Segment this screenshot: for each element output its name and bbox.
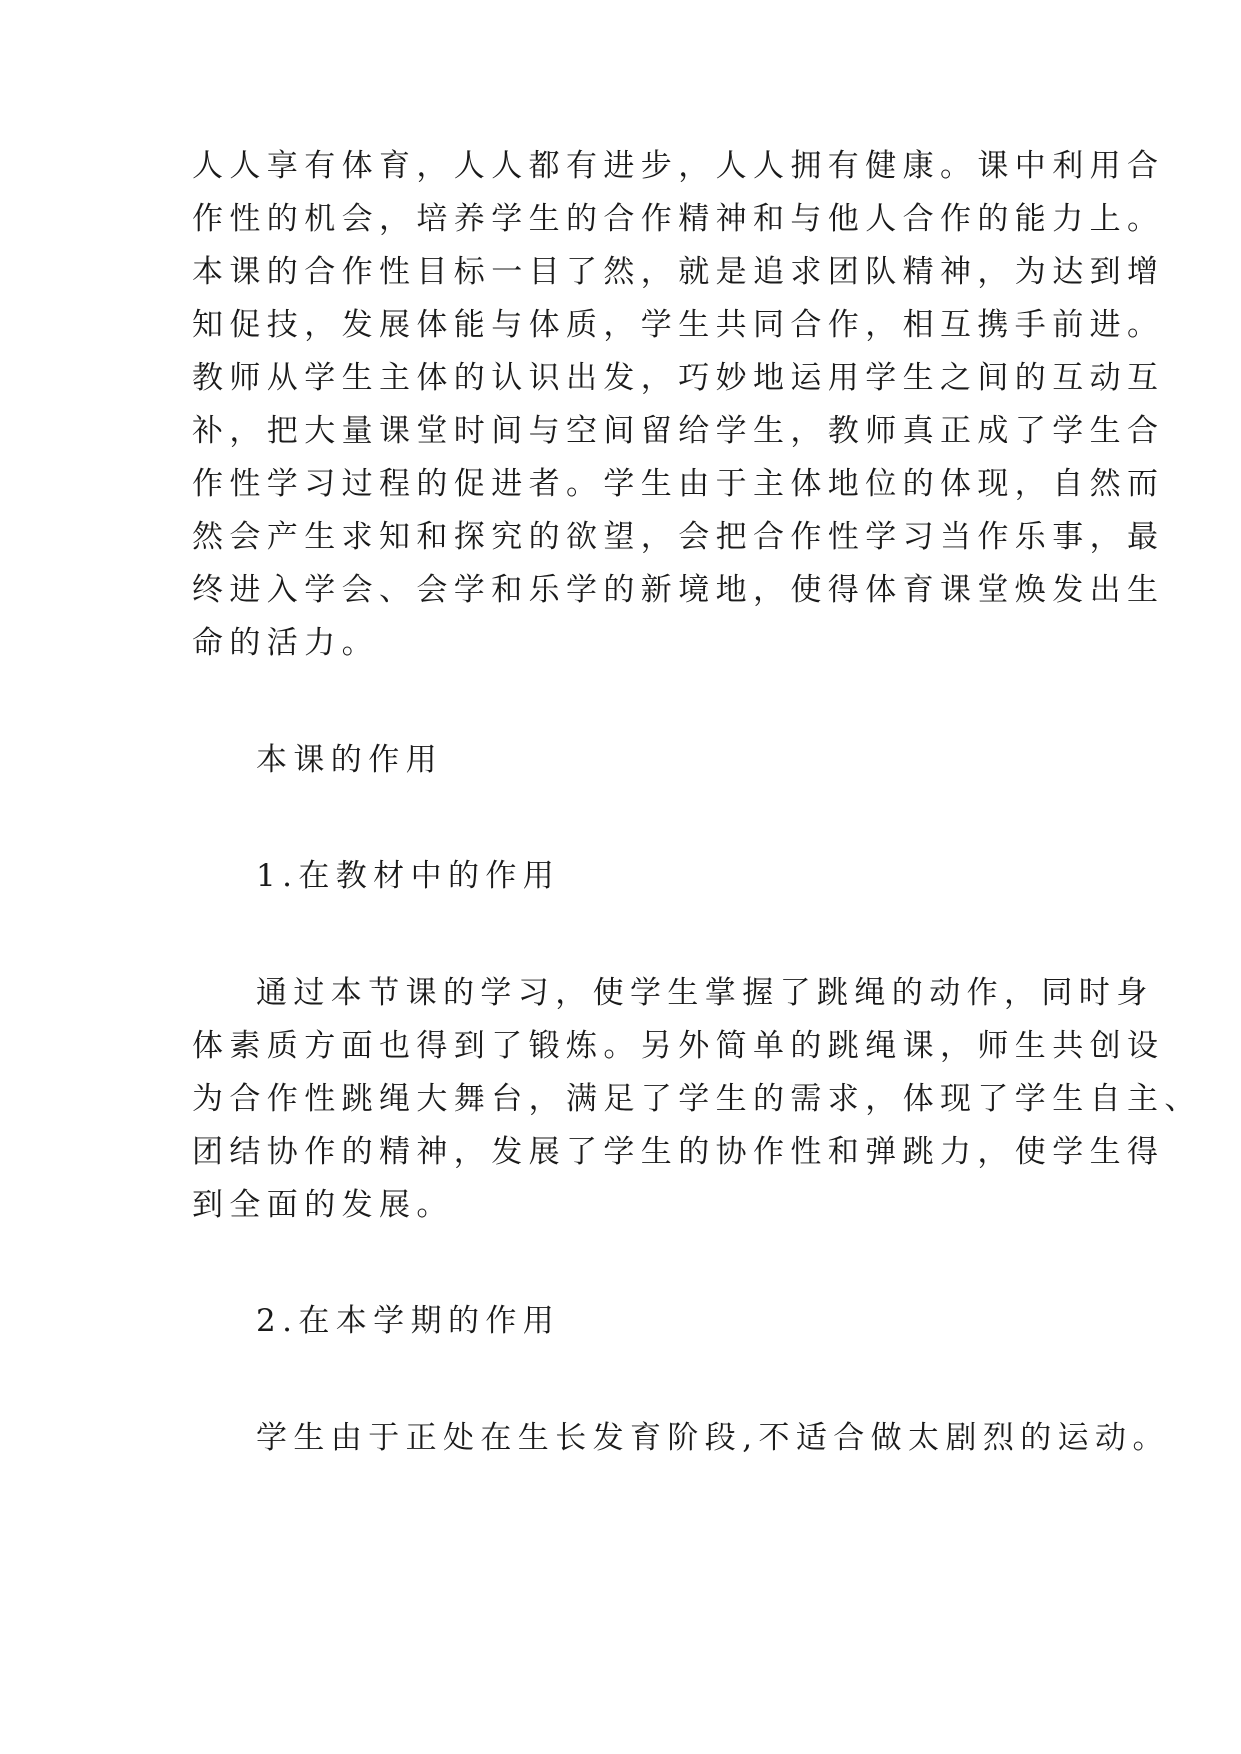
paragraph-1-line-7: 作性学习过程的促进者。学生由于主体地位的体现，自然而 [192, 466, 1165, 502]
paragraph-1-line-2: 作性的机会，培养学生的合作精神和与他人合作的能力上。 [192, 201, 1165, 237]
heading-semester: 2.在本学期的作用 [256, 1303, 561, 1339]
paragraph-2-line-3: 为合作性跳绳大舞台，满足了学生的需求，体现了学生自主、 [192, 1081, 1202, 1117]
paragraph-1-line-8: 然会产生求知和探究的欲望，会把合作性学习当作乐事，最 [192, 519, 1165, 555]
paragraph-3-line-1: 学生由于正处在生长发育阶段,不适合做太剧烈的运动。 [256, 1420, 1170, 1456]
paragraph-1-line-1: 人人享有体育，人人都有进步，人人拥有健康。课中利用合 [192, 148, 1165, 184]
paragraph-2-line-1: 通过本节课的学习，使学生掌握了跳绳的动作，同时身 [256, 975, 1154, 1011]
paragraph-1-line-3: 本课的合作性目标一目了然，就是追求团队精神，为达到增 [192, 254, 1165, 290]
heading-role: 本课的作用 [256, 742, 443, 778]
heading-textbook: 1.在教材中的作用 [256, 858, 561, 894]
paragraph-1-line-5: 教师从学生主体的认识出发，巧妙地运用学生之间的互动互 [192, 360, 1165, 396]
paragraph-2-line-5: 到全面的发展。 [192, 1187, 454, 1223]
paragraph-2-line-2: 体素质方面也得到了锻炼。另外简单的跳绳课，师生共创设 [192, 1028, 1165, 1064]
paragraph-1-line-6: 补，把大量课堂时间与空间留给学生，教师真正成了学生合 [192, 413, 1165, 449]
paragraph-1-line-4: 知促技，发展体能与体质，学生共同合作，相互携手前进。 [192, 307, 1165, 343]
paragraph-1-line-10: 命的活力。 [192, 625, 379, 661]
paragraph-2-line-4: 团结协作的精神，发展了学生的协作性和弹跳力，使学生得 [192, 1134, 1165, 1170]
paragraph-1-line-9: 终进入学会、会学和乐学的新境地，使得体育课堂焕发出生 [192, 572, 1165, 608]
